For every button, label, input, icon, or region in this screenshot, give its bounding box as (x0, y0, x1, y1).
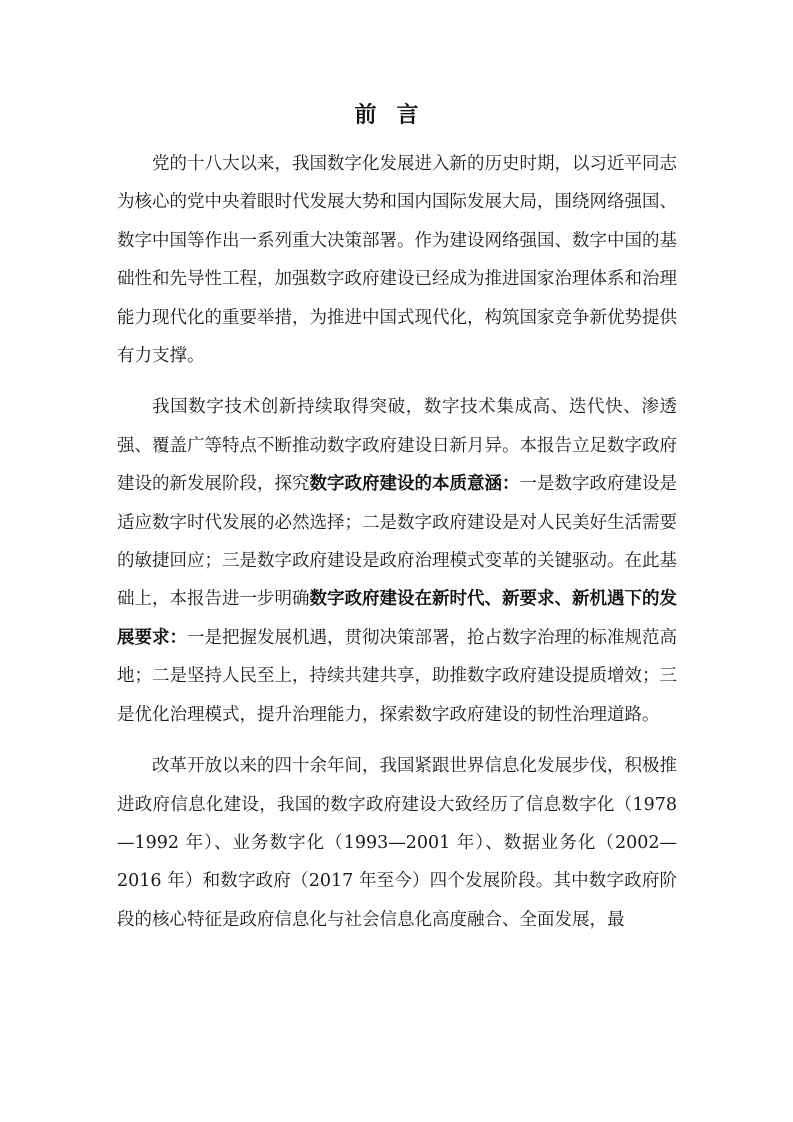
paragraph-2 (117, 388, 677, 734)
page-title: 前言 (354, 103, 439, 128)
paragraph-2-text-b: 一是数字政府建设是适应数字时代发展的必然选择；二是数字政府建设是对人民美好生活需要的敏捷回应；三是数字政府建设是政府治理模式变革的关键驱动。在此基础上，本报告进一步明确 (117, 474, 677, 610)
paragraph-3-text: 改革开放以来的四十余年间，我国紧跟世界信息化发展步伐，积极推进政府信息化建设，我国的数字政府建设大致经历了信息数字化（1978—1992 年）、业务数字化（1993—2001 年）、数据业务化（2002—2016 年）和数字政府（2017 年至今）四个发展阶段。其中数字政府阶段的核心特征是政府信息化与社会信息化高度融合、全面发展，最 (117, 756, 677, 930)
paragraph-1-text: 党的十八大以来，我国数字化发展进入新的历史时期，以习近平同志为核心的党中央着眼时代发展大势和国内国际发展大局，围绕网络强国、数字中国等作出一系列重大决策部署。作为建设网络强国、数字中国的基础性和先导性工程，加强数字政府建设已经成为推进国家治理体系和治理能力现代化的重要举措，为推进中国式现代化，构筑国家竞争新优势提供有力支撑。 (117, 154, 677, 367)
paragraph-2-bold-heading-a: 数字政府建设的本质意涵： (309, 474, 520, 495)
paragraph-2-text-c: 一是把握发展机遇，贯彻决策部署，抢占数字治理的标准规范高地；二是坚持人民至上，持续共建共享，助推数字政府建设提质增效；三是优化治理模式，提升治理能力，探索数字政府建设的韧性治理道路。 (117, 627, 677, 725)
paragraph-3 (117, 747, 677, 939)
body-text (117, 145, 677, 952)
paragraph-2-bold-heading-b: 数字政府建设在新时代、新要求、新机遇下的发展要求： (117, 589, 677, 648)
paragraph-1 (117, 145, 677, 375)
paragraph-2-text-a: 我国数字技术创新持续取得突破，数字技术集成高、迭代快、渗透强、覆盖广等特点不断推动数字政府建设日新月异。本报告立足数字政府建设的新发展阶段，探究 (117, 397, 677, 495)
